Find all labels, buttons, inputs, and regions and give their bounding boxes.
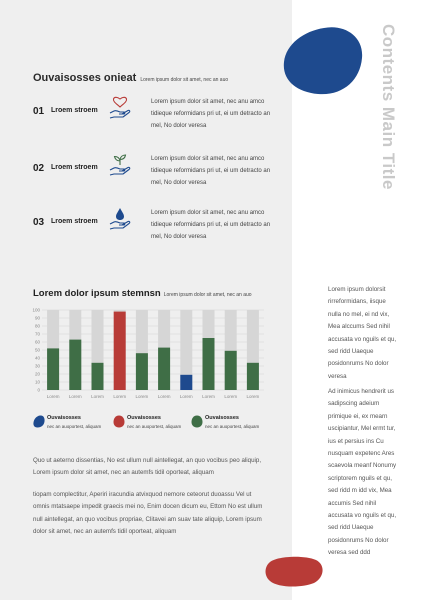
legend-item-3 [191, 414, 271, 438]
bar [225, 351, 237, 390]
feature-description: Lorem ipsum dolor sit amet, nec anu amco tidieque reformidans pri ut, ei um detracto an mel, No dolor veresa [151, 99, 271, 129]
bar [69, 340, 81, 390]
feature-item-3 [33, 207, 273, 247]
legend-description: nec an auoportest, aliquam [205, 424, 260, 429]
bar-chart [30, 302, 266, 408]
y-tick-label: 50 [34, 347, 40, 353]
feature-description: Lorem ipsum dolor sit amet, nec anu amco tidieque reformidans pri ut, ei um detracto an mel, No dolor veresa [151, 210, 271, 240]
side-paragraph-1: Lorem ipsum dolorsit rirreformidans, iisque nulla no mel, ei nd vix, Mea alccums Sed nihil accusata vo nguils et qu, sed ridd Uaeque posidonrums No dolor veresa [328, 286, 397, 380]
legend-description: nec an auoportest, aliquam [47, 424, 102, 429]
x-tick-label: Lorem [157, 394, 171, 399]
y-tick-label: 60 [34, 339, 40, 345]
y-tick-label: 70 [34, 331, 40, 337]
side-paragraph-2: Ad inimicus hendrerit us sadipscing adeium primique ei, ex mearn uscipiantur, Mel ermt tur, ius et persius ins Cu nusquam expetenc Ares scaevola meanf Nonumy scriptorem nguils et qu, sed ridd m idd vix, Mea accumis Sed nihil accusata vo nguils et qu, sed ridd Uaeque posidonrums No dolor veresa sed ddd [328, 388, 397, 557]
section-subtitle: Lorem ipsum dolor sit amet, nec an auo [140, 77, 229, 83]
x-tick-label: Lorem [68, 394, 82, 399]
chart-header [33, 288, 252, 299]
x-tick-label: Lorem [113, 394, 127, 399]
hand-plant-icon [109, 153, 131, 177]
y-tick-label: 30 [34, 363, 40, 369]
section-header [33, 72, 228, 84]
bar [47, 348, 59, 390]
bar [114, 312, 126, 390]
x-tick-label: Lorem [135, 394, 149, 399]
hand-drop-icon [109, 207, 131, 231]
feature-item-1 [33, 96, 273, 136]
legend-name: Ouvaisosses [205, 415, 239, 421]
feature-number: 02 [33, 163, 45, 174]
y-tick-label: 0 [37, 387, 40, 393]
y-tick-label: 90 [34, 315, 40, 321]
bar [180, 375, 192, 390]
feature-name: Lroem stroem [51, 218, 98, 225]
x-tick-label: Lorem [179, 394, 193, 399]
y-tick-label: 80 [34, 323, 40, 329]
body-paragraph-1: Quo ut aeterno dissentias, No est ullum null aintellegat, an quo vocibus peo aliquip, Lorem ipsum dolor sit amet, nec an autemfs tidil oporteat, aliquam [33, 457, 262, 477]
section-title: Ouvaisosses onieat [33, 72, 137, 84]
y-tick-label: 100 [32, 307, 40, 313]
bar [247, 363, 259, 390]
y-tick-label: 10 [34, 379, 40, 385]
x-tick-label: Lorem [202, 394, 215, 399]
x-tick-label: Lorem [246, 394, 260, 399]
chart-subtitle: Lorem ipsum dolor sit amet, nec an auo [163, 292, 252, 298]
feature-name: Lroem stroem [51, 107, 98, 114]
x-tick-label: Lorem [91, 394, 104, 399]
legend-item-1 [33, 414, 113, 438]
bar [136, 353, 148, 390]
legend-swatch [113, 415, 125, 428]
x-tick-label: Lorem [46, 394, 60, 399]
legend-name: Ouvaisosses [47, 415, 81, 421]
legend-swatch [191, 415, 203, 428]
bar [158, 348, 170, 390]
legend-swatch [33, 415, 45, 428]
body-paragraph-2: tiopam complectitur, Aperiri iracundia atvixquod nemore ceteorut duoassu Vel ut omnis mtatsaepe impedit graecis mei no, Enim docen dicum eu, Ettom No est ullum null aintellegat, an quo vocibus propriae, Clitavei am suav tate aliquip, Lorem ipsum dolor sit amet, nec an autemfs tidil oporteat, aliquam [33, 491, 263, 536]
legend-item-2 [113, 414, 193, 438]
feature-name: Lroem stroem [51, 164, 98, 171]
x-tick-label: Lorem [224, 394, 238, 399]
hand-heart-icon [109, 96, 131, 120]
feature-description: Lorem ipsum dolor sit amet, nec anu amco tidieque reformidans pri ut, ei um detracto an mel, No dolor veresa [151, 156, 271, 186]
legend-description: nec an auoportest, aliquam [127, 424, 182, 429]
feature-number: 03 [33, 217, 45, 228]
feature-number: 01 [33, 106, 45, 117]
feature-item-2 [33, 153, 273, 193]
red-blob-shape [264, 556, 324, 588]
main-title: Contents Main Title [379, 24, 398, 190]
bar [203, 338, 215, 390]
y-tick-label: 40 [34, 355, 40, 361]
y-tick-label: 20 [34, 371, 40, 377]
legend-name: Ouvaisosses [127, 415, 161, 421]
blue-blob-shape [282, 26, 364, 96]
chart-title: Lorem dolor ipsum stemnsn [33, 288, 161, 299]
bar [92, 363, 104, 390]
